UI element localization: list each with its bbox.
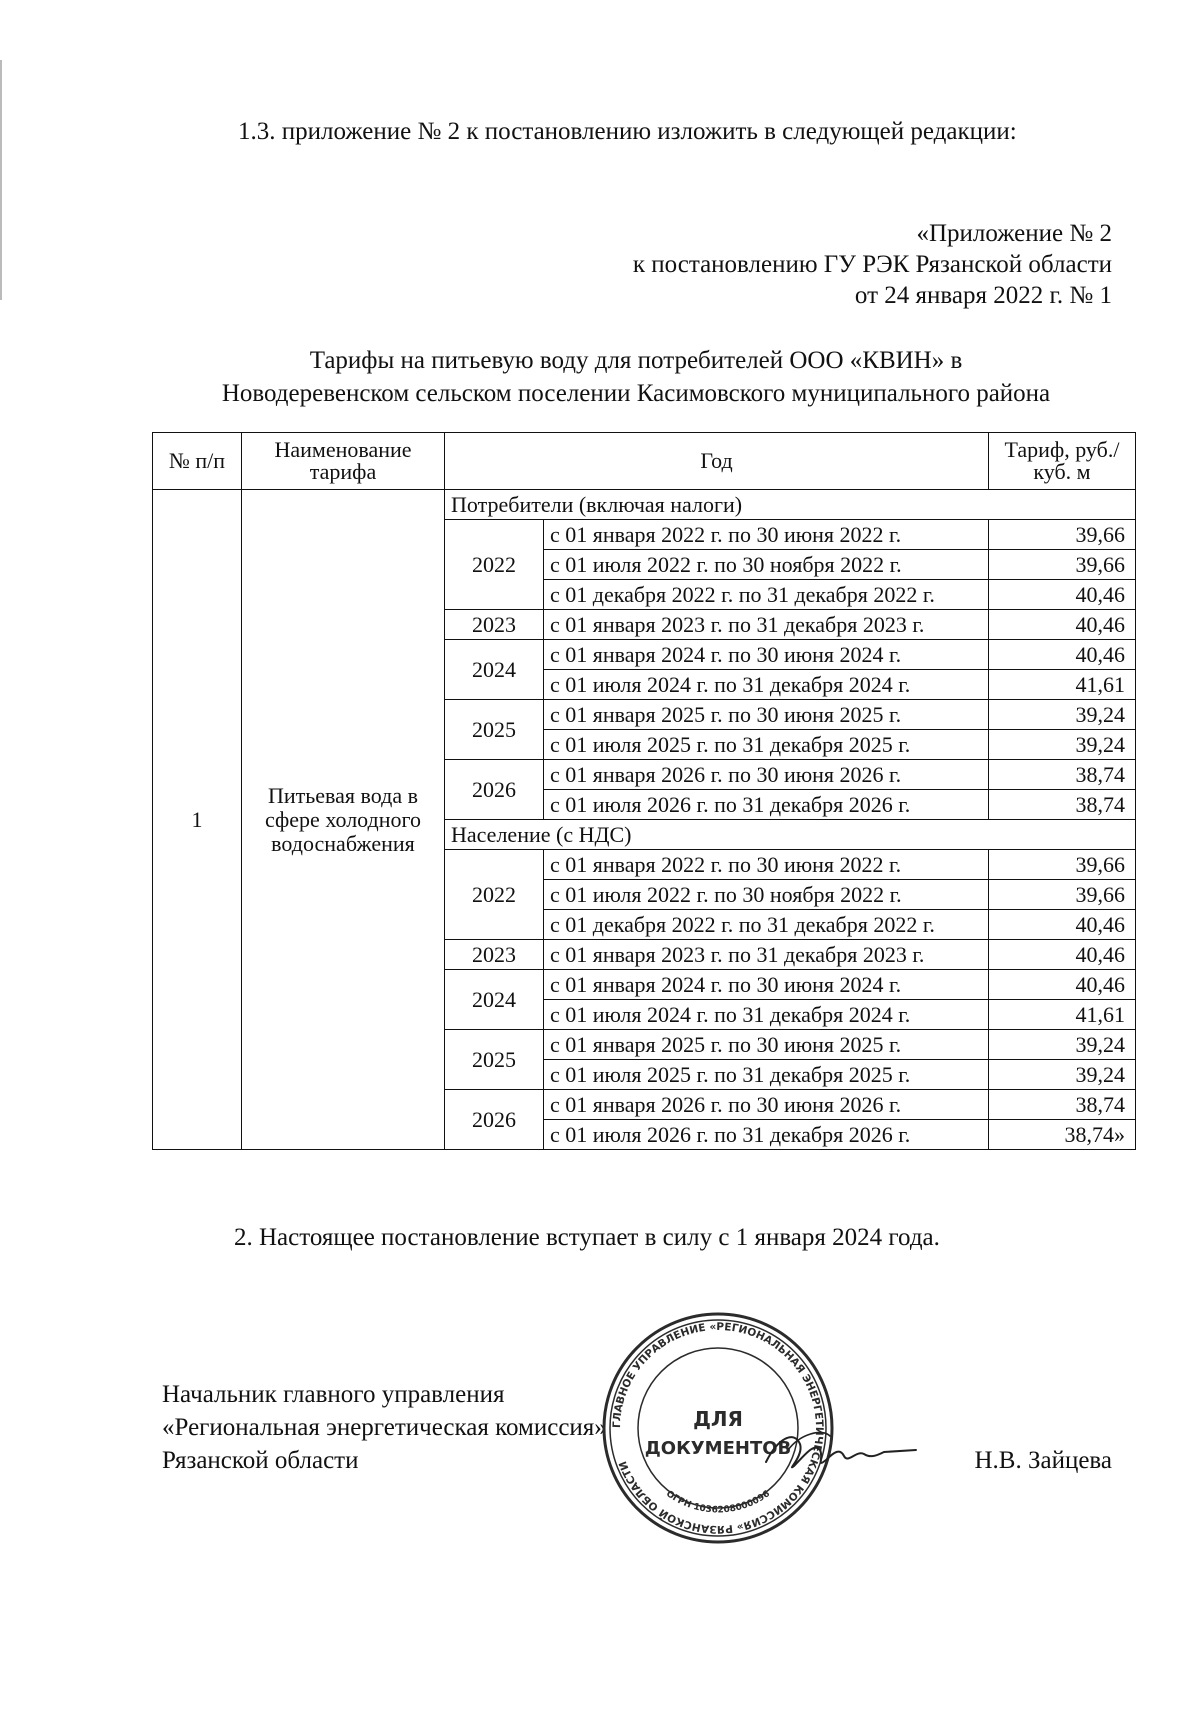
appendix-reference (412, 218, 1112, 311)
period-cell: с 01 декабря 2022 г. по 31 декабря 2022 г. (544, 910, 989, 940)
period-cell: с 01 июля 2026 г. по 31 декабря 2026 г. (544, 1120, 989, 1150)
signatory-name: Н.В. Зайцева (974, 1447, 1112, 1474)
tariff-value-cell: 39,24 (989, 730, 1136, 760)
seal-bottom-text: ОГРН 1036208000096 (664, 1489, 772, 1516)
table-header-row (153, 433, 1136, 490)
tariff-table (152, 432, 1136, 1150)
tariff-value-cell: 40,46 (989, 910, 1136, 940)
handwritten-signature (760, 1420, 920, 1490)
year-cell: 2022 (445, 850, 544, 940)
header-year: Год (445, 433, 989, 490)
tariff-value-cell: 39,24 (989, 1030, 1136, 1060)
period-cell: с 01 июля 2024 г. по 31 декабря 2024 г. (544, 1000, 989, 1030)
table-title (150, 344, 1122, 410)
year-cell: 2024 (445, 970, 544, 1030)
period-cell: с 01 июля 2022 г. по 30 ноября 2022 г. (544, 880, 989, 910)
closing-paragraph: 2. Настоящее постановление вступает в силу с 1 января 2024 года. (234, 1224, 940, 1251)
row-number-cell: 1 (153, 490, 242, 1150)
period-cell: с 01 января 2026 г. по 30 июня 2026 г. (544, 760, 989, 790)
table-title-line-2: Новодеревенском сельском поселении Касимовского муниципального района (221, 380, 1051, 407)
appendix-line-2: к постановлению ГУ РЭК Рязанской области (632, 251, 1112, 278)
header-num: № п/п (153, 433, 242, 490)
seal-center-line-2: ДОКУМЕНТОВ (644, 1438, 792, 1459)
tariff-value-cell: 39,66 (989, 520, 1136, 550)
period-cell: с 01 января 2025 г. по 30 июня 2025 г. (544, 1030, 989, 1060)
seal-center-line-1: ДЛЯ (693, 1407, 743, 1431)
tariff-value-cell: 38,74 (989, 1090, 1136, 1120)
year-cell: 2023 (445, 940, 544, 970)
tariff-value-cell: 41,61 (989, 670, 1136, 700)
tariff-value-cell: 38,74 (989, 760, 1136, 790)
signature-stroke (766, 1437, 916, 1467)
year-cell: 2022 (445, 520, 544, 610)
tariff-value-cell: 39,66 (989, 880, 1136, 910)
period-cell: с 01 января 2024 г. по 30 июня 2024 г. (544, 970, 989, 1000)
intro-paragraph: 1.3. приложение № 2 к постановлению изложить в следующей редакции: (238, 118, 1017, 145)
tariff-value-cell: 40,46 (989, 580, 1136, 610)
period-cell: с 01 января 2023 г. по 31 декабря 2023 г. (544, 610, 989, 640)
section-title: Население (с НДС) (445, 820, 1136, 850)
tariff-name-cell: Питьевая вода в сфере холодного водоснабжения (242, 490, 445, 1150)
year-cell: 2025 (445, 700, 544, 760)
tariff-value-cell: 40,46 (989, 970, 1136, 1000)
signatory-line-2: «Региональная энергетическая комиссия» (162, 1414, 607, 1441)
section-title: Потребители (включая налоги) (445, 490, 1136, 520)
tariff-value-cell: 41,61 (989, 1000, 1136, 1030)
tariff-value-cell: 38,74» (989, 1120, 1136, 1150)
tariff-value-cell: 40,46 (989, 640, 1136, 670)
tariff-value-cell: 39,24 (989, 1060, 1136, 1090)
tariff-value-cell: 40,46 (989, 610, 1136, 640)
period-cell: с 01 декабря 2022 г. по 31 декабря 2022 г. (544, 580, 989, 610)
tariff-value-cell: 39,66 (989, 550, 1136, 580)
period-cell: с 01 января 2026 г. по 30 июня 2026 г. (544, 1090, 989, 1120)
period-cell: с 01 июля 2024 г. по 31 декабря 2024 г. (544, 670, 989, 700)
year-cell: 2023 (445, 610, 544, 640)
year-cell: 2026 (445, 760, 544, 820)
tariff-value-cell: 38,74 (989, 790, 1136, 820)
tariff-value-cell: 40,46 (989, 940, 1136, 970)
period-cell: с 01 января 2025 г. по 30 июня 2025 г. (544, 700, 989, 730)
scan-edge-line (0, 60, 2, 300)
table-title-line-1: Тарифы на питьевую воду для потребителей ООО «КВИН» в (309, 347, 963, 374)
period-cell: с 01 июля 2026 г. по 31 декабря 2026 г. (544, 790, 989, 820)
signature-flourish (788, 1432, 830, 1450)
year-cell: 2026 (445, 1090, 544, 1150)
appendix-line-3: от 24 января 2022 г. № 1 (854, 282, 1112, 309)
signatory-line-3: Рязанской области (162, 1447, 359, 1474)
seal-outer-text: ГЛАВНОЕ УПРАВЛЕНИЕ «РЕГИОНАЛЬНАЯ ЭНЕРГЕТИЧЕСКАЯ КОМИССИЯ» РЯЗАНСКОЙ ОБЛАСТИ (610, 1320, 826, 1536)
period-cell: с 01 июля 2022 г. по 30 ноября 2022 г. (544, 550, 989, 580)
period-cell: с 01 января 2023 г. по 31 декабря 2023 г. (544, 940, 989, 970)
header-tariff: Тариф, руб./куб. м (989, 433, 1136, 490)
appendix-line-1: «Приложение № 2 (916, 220, 1112, 247)
period-cell: с 01 июля 2025 г. по 31 декабря 2025 г. (544, 1060, 989, 1090)
tariff-value-cell: 39,24 (989, 700, 1136, 730)
period-cell: с 01 января 2022 г. по 30 июня 2022 г. (544, 520, 989, 550)
period-cell: с 01 января 2022 г. по 30 июня 2022 г. (544, 850, 989, 880)
section-row (153, 490, 1136, 520)
period-cell: с 01 января 2024 г. по 30 июня 2024 г. (544, 640, 989, 670)
signatory-line-1: Начальник главного управления (162, 1381, 505, 1408)
year-cell: 2024 (445, 640, 544, 700)
tariff-value-cell: 39,66 (989, 850, 1136, 880)
year-cell: 2025 (445, 1030, 544, 1090)
period-cell: с 01 июля 2025 г. по 31 декабря 2025 г. (544, 730, 989, 760)
header-name: Наименование тарифа (242, 433, 445, 490)
